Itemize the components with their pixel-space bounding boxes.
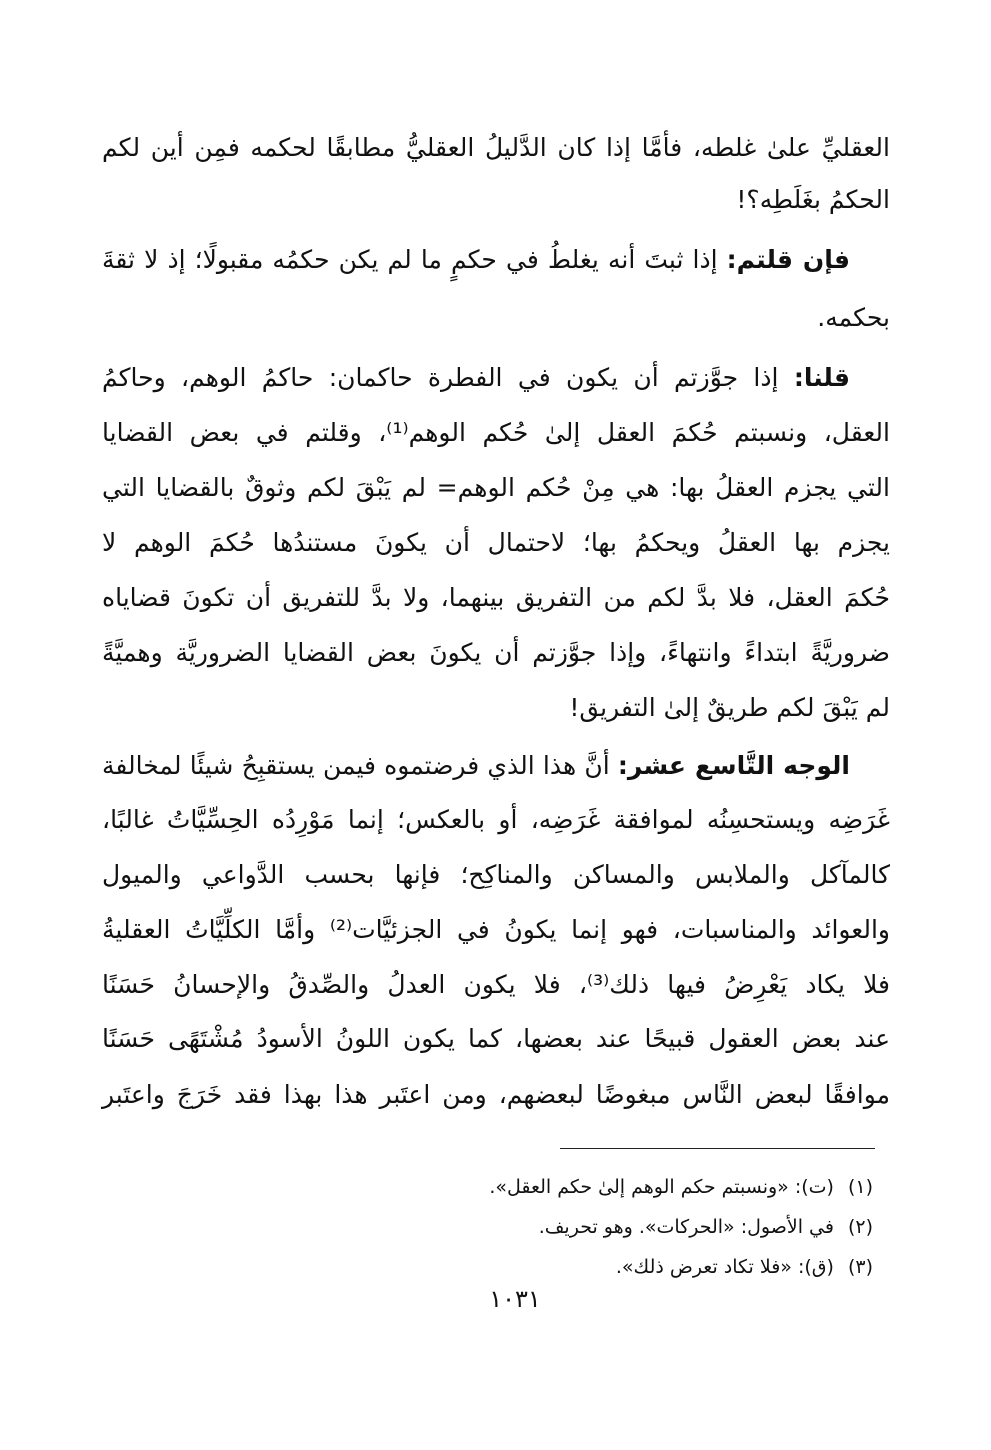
text-line [102,240,890,280]
footnote-number: (٣) [847,1256,873,1278]
footnote [539,1212,873,1242]
footnote [616,1252,873,1282]
text-line: بحكمه. [817,303,890,332]
text-line: موافقًا لبعض النَّاس مبغوضًا لبعضهم، ومن اعتَبر هذا بهذا فقد خَرَجَ واعتَبر [102,1080,890,1109]
text-line: غَرَضِه ويستحسِنُه لموافقة غَرَضِه، أو بالعكس؛ إنما مَوْرِدُه الحِسِّيَّاتُ غالبًا، [102,805,890,834]
footnote-divider [560,1148,875,1149]
footnote [489,1172,873,1202]
text-line: الحكمُ بغَلَطِه؟! [736,185,890,214]
text-segment: أنَّ هذا الذي فرضتموه فيمن يستقبِحُ شيئًا لمخالفة [102,751,610,780]
footnote-text: في الأصول: «الحركات». وهو تحريف. [538,1216,834,1238]
page-number: ١٠٣١ [489,1285,541,1313]
text-line: لم يَبْقَ لكم طريقٌ إلىٰ التفريق! [569,693,890,722]
footnote-number: (١) [847,1176,873,1198]
text-line: كالمآكل والملابس والمساكن والمناكِح؛ فإنها بحسب الدَّواعي والميول [102,860,890,889]
text-line: التي يجزم العقلُ بها: هي مِنْ حُكم الوهم= لم يَبْقَ لكم وثوقٌ بالقضايا التي [102,473,890,502]
text-line: والعوائد والمناسبات، فهو إنما يكونُ في الجزئيَّات⁽²⁾ وأمَّا الكلِّيَّاتُ العقليةُ [102,915,890,944]
footnote-number: (٢) [847,1216,873,1238]
paragraph-lead: الوجه التَّاسع عشر: [617,751,850,780]
text-line: ضروريَّةً ابتداءً وانتهاءً، وإذا جوَّزتم أن يكونَ بعض القضايا الضروريَّة وهميَّةً [102,638,890,667]
footnote-text: (ت): «ونسبتم حكم الوهم إلىٰ حكم العقل». [489,1176,834,1198]
text-line: حُكمَ العقل، فلا بدَّ لكم من التفريق بينهما، ولا بدَّ للتفريق أن تكونَ قضاياه [102,583,890,612]
paragraph-lead: قلنا: [793,363,850,392]
footnote-text: (ق): «فلا تكاد تعرض ذلك». [615,1256,834,1278]
text-line: يجزم بها العقلُ ويحكمُ بها؛ لاحتمال أن يكونَ مستندُها حُكمَ الوهم لا [102,528,890,557]
text-segment: إذا ثبتَ أنه يغلطُ في حكمٍ ما لم يكن حكمُه مقبولًا؛ إذ لا ثقةَ [102,245,718,274]
text-line: فلا يكاد يَعْرِضُ فيها ذلك⁽³⁾، فلا يكون العدلُ والصِّدقُ والإحسانُ حَسَنًا [102,970,891,999]
text-line: عند بعض العقول قبيحًا عند بعضها، كما يكون اللونُ الأسودُ مُشْتَهًى حَسَنًا [102,1024,890,1053]
text-line: العقل، ونسبتم حُكمَ العقل إلىٰ حُكم الوهم⁽¹⁾، وقلتم في بعض القضايا [102,418,890,447]
text-segment: إذا جوَّزتم أن يكون في الفطرة حاكمان: حاكمُ الوهم، وحاكمُ [102,363,779,392]
text-line: العقليِّ علىٰ غلطه، فأمَّا إذا كان الدَّليلُ العقليُّ مطابقًا لحكمه فمِن أين لكم [102,133,890,162]
paragraph-lead: فإن قلتم: [726,245,851,274]
text-line [102,746,890,786]
text-line [102,358,890,398]
